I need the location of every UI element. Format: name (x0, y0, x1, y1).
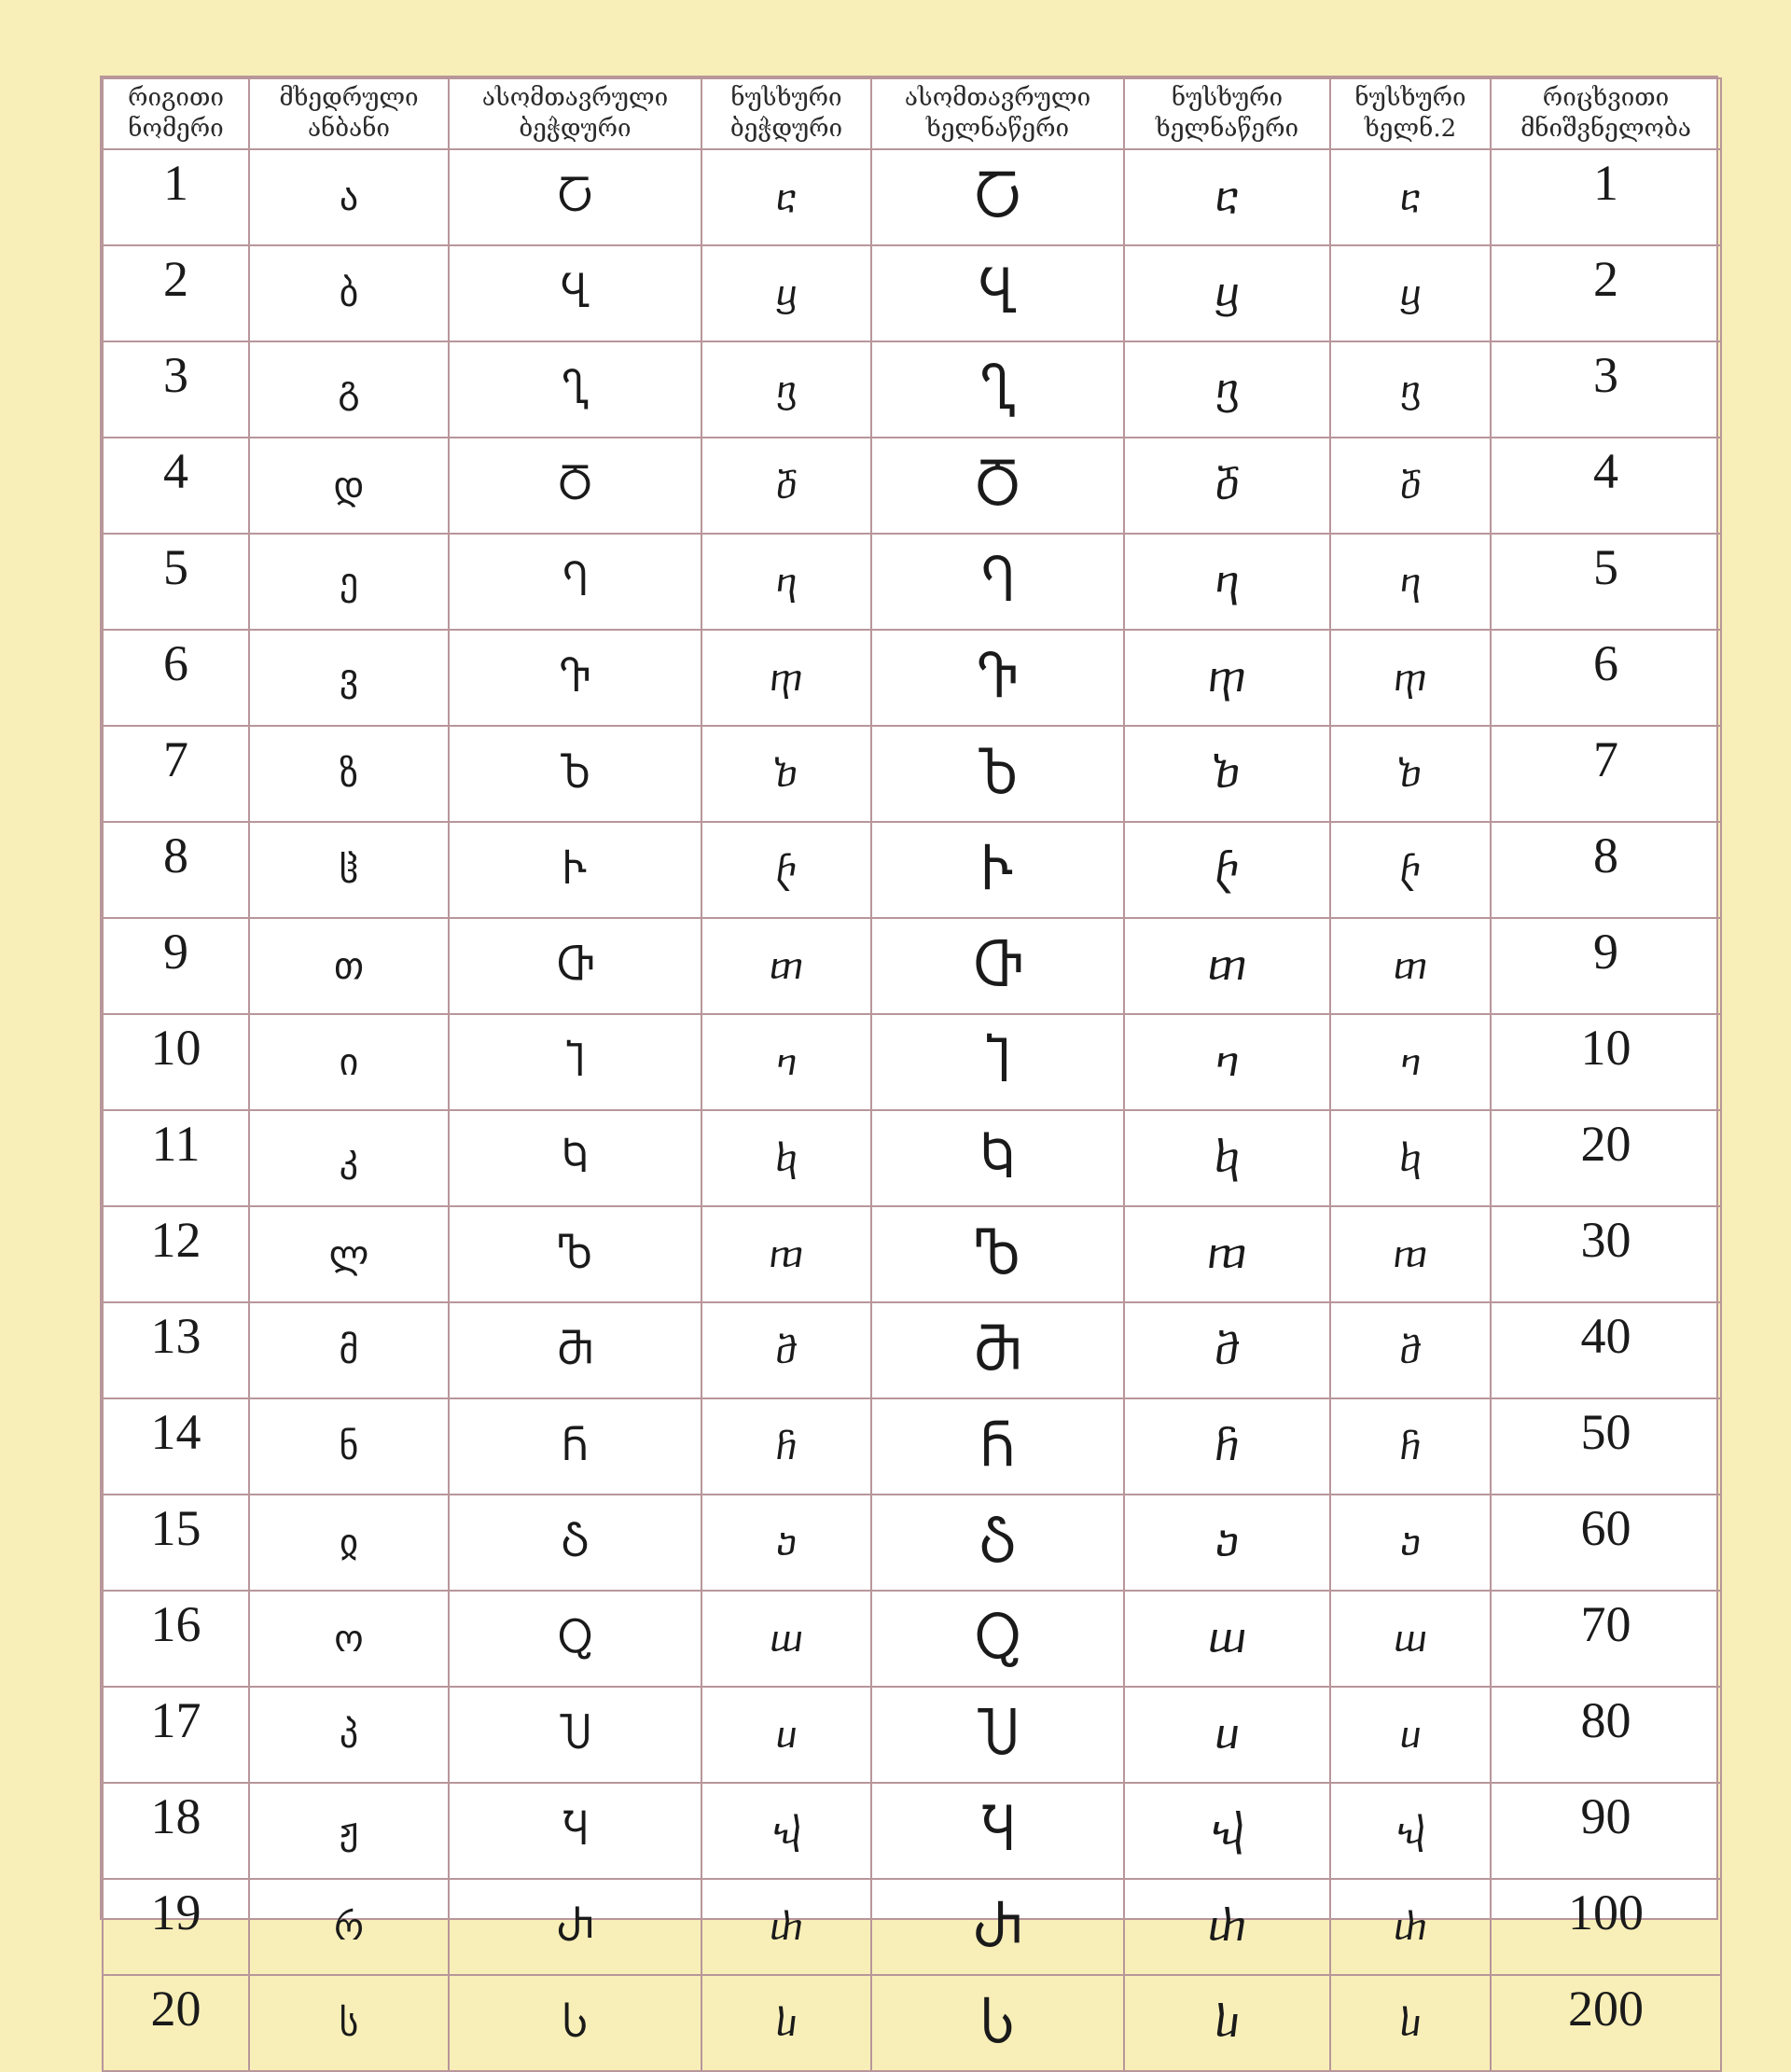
cell-nuskhuri-handwritten: ⴀ (1124, 149, 1330, 245)
cell-order-number: 16 (103, 1591, 249, 1687)
cell-nuskhuri-print: ⴀ (701, 149, 871, 245)
cell-mkhedruli: ბ (249, 245, 449, 341)
header-line: ანბანი (308, 115, 390, 143)
header-line: ნომერი (128, 115, 224, 143)
cell-order-number: 14 (103, 1398, 249, 1495)
header-nuskhuri-handwritten (1124, 78, 1330, 149)
cell-mkhedruli: ო (249, 1591, 449, 1687)
cell-nuskhuri-handwritten: ⴑ (1124, 1975, 1330, 2071)
cell-numeric-value: 100 (1491, 1879, 1721, 1975)
header-line: ნუსხური (1171, 84, 1284, 112)
header-line: ასომთავრული (481, 84, 669, 112)
cell-nuskhuri-handwritten: ⴁ (1124, 245, 1330, 341)
table-row (103, 149, 1721, 245)
header-asomtavruli-print (449, 78, 701, 149)
cell-numeric-value: 70 (1491, 1591, 1721, 1687)
cell-nuskhuri-handwritten: ⴡ (1124, 822, 1330, 918)
cell-mkhedruli: რ (249, 1879, 449, 1975)
cell-nuskhuri-print: ⴇ (701, 918, 871, 1014)
cell-nuskhuri-handwritten: ⴏ (1124, 1783, 1330, 1879)
cell-nuskhuri-print: ⴏ (701, 1783, 871, 1879)
table-row (103, 1398, 1721, 1495)
cell-asomtavruli-print: Ⴇ (449, 918, 701, 1014)
cell-asomtavruli-handwritten: Ⴊ (871, 1206, 1124, 1302)
cell-nuskhuri-print: ⴌ (701, 1398, 871, 1495)
cell-order-number: 18 (103, 1783, 249, 1879)
cell-nuskhuri-handwritten-2: ⴄ (1330, 534, 1491, 630)
cell-nuskhuri-print: ⴈ (701, 1014, 871, 1110)
table-row (103, 1110, 1721, 1206)
cell-nuskhuri-handwritten: ⴆ (1124, 726, 1330, 822)
cell-numeric-value: 200 (1491, 1975, 1721, 2071)
cell-asomtavruli-handwritten: Ⴏ (871, 1783, 1124, 1879)
cell-nuskhuri-handwritten: ⴉ (1124, 1110, 1330, 1206)
cell-numeric-value: 10 (1491, 1014, 1721, 1110)
header-line: ასომთავრული (904, 84, 1091, 112)
cell-nuskhuri-handwritten-2: ⴃ (1330, 438, 1491, 534)
cell-nuskhuri-handwritten-2: ⴁ (1330, 245, 1491, 341)
cell-order-number: 3 (103, 341, 249, 438)
cell-asomtavruli-handwritten: Ⴂ (871, 341, 1124, 438)
cell-nuskhuri-handwritten-2: ⴍ (1330, 1591, 1491, 1687)
cell-numeric-value: 7 (1491, 726, 1721, 822)
cell-asomtavruli-handwritten: Ⴋ (871, 1302, 1124, 1398)
table-row (103, 245, 1721, 341)
cell-nuskhuri-handwritten: ⴍ (1124, 1591, 1330, 1687)
cell-mkhedruli: ვ (249, 630, 449, 726)
cell-order-number: 7 (103, 726, 249, 822)
cell-nuskhuri-handwritten: ⴢ (1124, 1495, 1330, 1591)
cell-asomtavruli-print: Ⴢ (449, 1495, 701, 1591)
cell-nuskhuri-print: ⴊ (701, 1206, 871, 1302)
cell-numeric-value: 1 (1491, 149, 1721, 245)
cell-nuskhuri-handwritten-2: ⴏ (1330, 1783, 1491, 1879)
cell-order-number: 19 (103, 1879, 249, 1975)
table-row (103, 534, 1721, 630)
cell-nuskhuri-print: ⴅ (701, 630, 871, 726)
cell-asomtavruli-print: Ⴊ (449, 1206, 701, 1302)
cell-nuskhuri-print: ⴉ (701, 1110, 871, 1206)
cell-mkhedruli: პ (249, 1687, 449, 1783)
cell-nuskhuri-handwritten-2: ⴅ (1330, 630, 1491, 726)
cell-order-number: 10 (103, 1014, 249, 1110)
header-line: რიგითი (128, 84, 224, 112)
header-line: ხელნაწერი (1155, 115, 1299, 143)
cell-mkhedruli: მ (249, 1302, 449, 1398)
cell-nuskhuri-handwritten: ⴋ (1124, 1302, 1330, 1398)
cell-mkhedruli: ჲ (249, 1495, 449, 1591)
header-line: მხედრული (279, 84, 419, 112)
table-row (103, 1783, 1721, 1879)
cell-nuskhuri-handwritten: ⴅ (1124, 630, 1330, 726)
cell-order-number: 1 (103, 149, 249, 245)
cell-numeric-value: 20 (1491, 1110, 1721, 1206)
header-line: ნუსხური (730, 84, 842, 112)
cell-numeric-value: 30 (1491, 1206, 1721, 1302)
cell-nuskhuri-handwritten-2: ⴆ (1330, 726, 1491, 822)
cell-asomtavruli-print: Ⴉ (449, 1110, 701, 1206)
cell-nuskhuri-handwritten-2: ⴢ (1330, 1495, 1491, 1591)
cell-nuskhuri-print: ⴋ (701, 1302, 871, 1398)
cell-asomtavruli-handwritten: Ⴢ (871, 1495, 1124, 1591)
cell-nuskhuri-handwritten-2: ⴡ (1330, 822, 1491, 918)
cell-nuskhuri-handwritten-2: ⴀ (1330, 149, 1491, 245)
cell-asomtavruli-handwritten: Ⴁ (871, 245, 1124, 341)
cell-mkhedruli: ი (249, 1014, 449, 1110)
cell-asomtavruli-print: Ⴆ (449, 726, 701, 822)
cell-asomtavruli-handwritten: Ⴐ (871, 1879, 1124, 1975)
cell-asomtavruli-print: Ⴈ (449, 1014, 701, 1110)
cell-asomtavruli-print: Ⴁ (449, 245, 701, 341)
header-line: ნუსხური (1354, 84, 1466, 112)
table-row (103, 341, 1721, 438)
cell-order-number: 4 (103, 438, 249, 534)
table-body (103, 149, 1721, 2071)
cell-asomtavruli-print: Ⴏ (449, 1783, 701, 1879)
cell-nuskhuri-handwritten-2: ⴂ (1330, 341, 1491, 438)
cell-asomtavruli-handwritten: Ⴃ (871, 438, 1124, 534)
cell-mkhedruli: დ (249, 438, 449, 534)
table-row (103, 918, 1721, 1014)
header-line: ხელნ.2 (1364, 115, 1457, 143)
cell-mkhedruli: ზ (249, 726, 449, 822)
cell-nuskhuri-handwritten-2: ⴇ (1330, 918, 1491, 1014)
cell-nuskhuri-print: ⴂ (701, 341, 871, 438)
cell-nuskhuri-handwritten-2: ⴋ (1330, 1302, 1491, 1398)
cell-order-number: 9 (103, 918, 249, 1014)
cell-nuskhuri-print: ⴍ (701, 1591, 871, 1687)
cell-asomtavruli-print: Ⴑ (449, 1975, 701, 2071)
cell-nuskhuri-handwritten: ⴇ (1124, 918, 1330, 1014)
table-row (103, 1014, 1721, 1110)
cell-nuskhuri-handwritten-2: ⴉ (1330, 1110, 1491, 1206)
header-mkhedruli (249, 78, 449, 149)
cell-numeric-value: 9 (1491, 918, 1721, 1014)
cell-numeric-value: 40 (1491, 1302, 1721, 1398)
cell-asomtavruli-handwritten: Ⴆ (871, 726, 1124, 822)
cell-asomtavruli-handwritten: Ⴡ (871, 822, 1124, 918)
cell-asomtavruli-handwritten: Ⴑ (871, 1975, 1124, 2071)
cell-nuskhuri-handwritten: ⴎ (1124, 1687, 1330, 1783)
table-header-row (103, 78, 1721, 149)
header-numeric-value (1491, 78, 1721, 149)
cell-asomtavruli-print: Ⴋ (449, 1302, 701, 1398)
header-nuskhuri-print (701, 78, 871, 149)
table-row (103, 1206, 1721, 1302)
cell-mkhedruli: ე (249, 534, 449, 630)
alphabet-table-panel (100, 76, 1718, 2055)
cell-nuskhuri-handwritten: ⴄ (1124, 534, 1330, 630)
table-row (103, 630, 1721, 726)
cell-nuskhuri-print: ⴄ (701, 534, 871, 630)
cell-asomtavruli-print: Ⴎ (449, 1687, 701, 1783)
table-row (103, 1495, 1721, 1591)
cell-asomtavruli-print: Ⴅ (449, 630, 701, 726)
table-row (103, 822, 1721, 918)
cell-order-number: 8 (103, 822, 249, 918)
cell-nuskhuri-handwritten-2: ⴌ (1330, 1398, 1491, 1495)
cell-order-number: 15 (103, 1495, 249, 1591)
cell-asomtavruli-handwritten: Ⴍ (871, 1591, 1124, 1687)
cell-mkhedruli: ჱ (249, 822, 449, 918)
cell-nuskhuri-print: ⴑ (701, 1975, 871, 2071)
header-nuskhuri-handwritten-2 (1330, 78, 1491, 149)
cell-numeric-value: 4 (1491, 438, 1721, 534)
cell-nuskhuri-handwritten: ⴐ (1124, 1879, 1330, 1975)
cell-asomtavruli-handwritten: Ⴅ (871, 630, 1124, 726)
cell-asomtavruli-print: Ⴂ (449, 341, 701, 438)
cell-mkhedruli: ნ (249, 1398, 449, 1495)
cell-order-number: 6 (103, 630, 249, 726)
cell-nuskhuri-print: ⴢ (701, 1495, 871, 1591)
cell-mkhedruli: ა (249, 149, 449, 245)
cell-order-number: 11 (103, 1110, 249, 1206)
table-row (103, 726, 1721, 822)
cell-numeric-value: 8 (1491, 822, 1721, 918)
cell-asomtavruli-handwritten: Ⴄ (871, 534, 1124, 630)
georgian-alphabet-table (102, 77, 1722, 2072)
cell-nuskhuri-print: ⴐ (701, 1879, 871, 1975)
header-line: ხელნაწერი (925, 115, 1070, 143)
cell-asomtavruli-print: Ⴀ (449, 149, 701, 245)
cell-numeric-value: 6 (1491, 630, 1721, 726)
cell-mkhedruli: ს (249, 1975, 449, 2071)
cell-mkhedruli: კ (249, 1110, 449, 1206)
cell-asomtavruli-print: Ⴄ (449, 534, 701, 630)
cell-mkhedruli: ჟ (249, 1783, 449, 1879)
cell-numeric-value: 90 (1491, 1783, 1721, 1879)
cell-nuskhuri-print: ⴎ (701, 1687, 871, 1783)
cell-mkhedruli: ლ (249, 1206, 449, 1302)
table-row (103, 1879, 1721, 1975)
cell-nuskhuri-print: ⴆ (701, 726, 871, 822)
cell-order-number: 17 (103, 1687, 249, 1783)
cell-asomtavruli-handwritten: Ⴈ (871, 1014, 1124, 1110)
cell-numeric-value: 2 (1491, 245, 1721, 341)
cell-asomtavruli-print: Ⴃ (449, 438, 701, 534)
cell-order-number: 13 (103, 1302, 249, 1398)
cell-order-number: 5 (103, 534, 249, 630)
cell-nuskhuri-handwritten: ⴌ (1124, 1398, 1330, 1495)
cell-mkhedruli: გ (249, 341, 449, 438)
cell-nuskhuri-handwritten: ⴈ (1124, 1014, 1330, 1110)
table-row (103, 1302, 1721, 1398)
cell-nuskhuri-print: ⴃ (701, 438, 871, 534)
cell-nuskhuri-print: ⴡ (701, 822, 871, 918)
cell-asomtavruli-handwritten: Ⴀ (871, 149, 1124, 245)
header-asomtavruli-handwritten (871, 78, 1124, 149)
cell-order-number: 12 (103, 1206, 249, 1302)
cell-nuskhuri-handwritten-2: ⴑ (1330, 1975, 1491, 2071)
header-order-number (103, 78, 249, 149)
header-line: რიცხვითი (1542, 84, 1670, 112)
table-row (103, 1975, 1721, 2071)
cell-asomtavruli-print: Ⴐ (449, 1879, 701, 1975)
cell-numeric-value: 50 (1491, 1398, 1721, 1495)
header-line: ბეჭდური (519, 115, 632, 143)
cell-nuskhuri-handwritten-2: ⴊ (1330, 1206, 1491, 1302)
cell-nuskhuri-handwritten-2: ⴎ (1330, 1687, 1491, 1783)
cell-order-number: 20 (103, 1975, 249, 2071)
header-line: მნიშვნელობა (1520, 115, 1691, 143)
cell-asomtavruli-handwritten: Ⴎ (871, 1687, 1124, 1783)
cell-nuskhuri-handwritten: ⴃ (1124, 438, 1330, 534)
cell-nuskhuri-print: ⴁ (701, 245, 871, 341)
cell-asomtavruli-print: Ⴌ (449, 1398, 701, 1495)
cell-asomtavruli-print: Ⴍ (449, 1591, 701, 1687)
table-row (103, 1591, 1721, 1687)
cell-numeric-value: 80 (1491, 1687, 1721, 1783)
cell-numeric-value: 60 (1491, 1495, 1721, 1591)
cell-mkhedruli: თ (249, 918, 449, 1014)
cell-numeric-value: 5 (1491, 534, 1721, 630)
cell-nuskhuri-handwritten-2: ⴈ (1330, 1014, 1491, 1110)
cell-nuskhuri-handwritten: ⴊ (1124, 1206, 1330, 1302)
cell-asomtavruli-handwritten: Ⴇ (871, 918, 1124, 1014)
table-row (103, 438, 1721, 534)
cell-order-number: 2 (103, 245, 249, 341)
cell-numeric-value: 3 (1491, 341, 1721, 438)
header-line: ბეჭდური (729, 115, 843, 143)
cell-asomtavruli-print: Ⴡ (449, 822, 701, 918)
cell-asomtavruli-handwritten: Ⴉ (871, 1110, 1124, 1206)
cell-nuskhuri-handwritten: ⴂ (1124, 341, 1330, 438)
cell-asomtavruli-handwritten: Ⴌ (871, 1398, 1124, 1495)
table-row (103, 1687, 1721, 1783)
cell-nuskhuri-handwritten-2: ⴐ (1330, 1879, 1491, 1975)
